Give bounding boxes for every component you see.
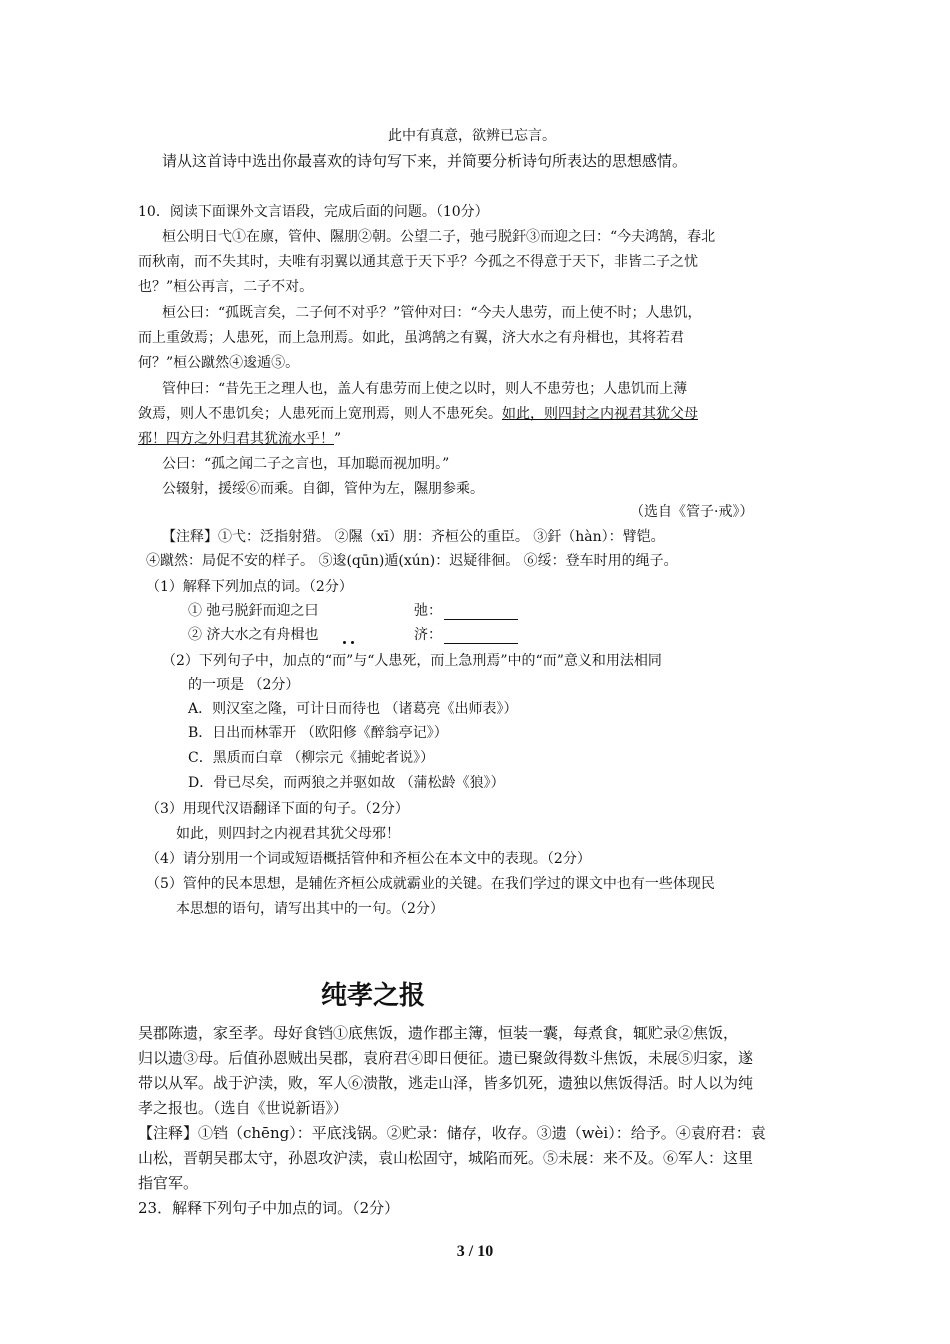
passage-text: 敛焉，则人不患饥矣；人患死而上宽刑焉，则人不患死矣。	[138, 406, 502, 422]
passage-line	[138, 430, 341, 448]
subquestion-1a: ① 弛弓脱釬而迎之曰	[188, 603, 319, 619]
answer-line	[414, 626, 518, 644]
story-line: 带以从军。战于沪渎，败，军人⑥溃散，逃走山泽，皆多饥死，遗独以焦饭得活。时人以为纯	[138, 1074, 754, 1092]
subquestion-1b: ② 济大水之有舟楫也	[188, 627, 319, 643]
annotation-line: ④蹴然：局促不安的样子。 ⑤逡(qūn)遁(xún)：迟疑徘徊。 ⑥绥：登车时用的绳子。	[146, 553, 678, 569]
subquestion-5: 本思想的语句，请写出其中的一句。（2分）	[176, 901, 444, 917]
passage-line: 公曰：“孤之闻二子之言也，耳加聪而视加明。”	[162, 456, 450, 472]
story-line: 归以遗③母。后值孙恩贼出吴郡，袁府君④即日便征。遗已聚敛得数斗焦饭，未展⑤归家，遂	[138, 1049, 754, 1067]
option-c: C．黑质而白章 （柳宗元《捕蛇者说》）	[188, 750, 435, 766]
story-line: 吴郡陈遗，家至孝。母好食铛①底焦饭，遗作郡主簿，恒装一囊，每煮食，辄贮录②焦饭，	[138, 1024, 739, 1042]
story-note: 山松，晋朝吴郡太守，孙恩攻沪渎，袁山松固守，城陷而死。⑤未展：来不及。⑥军人：这里	[138, 1149, 754, 1167]
answer-line	[414, 602, 518, 620]
section-title: 纯孝之报	[321, 981, 426, 1011]
translate-sentence: 如此，则四封之内视君其犹父母邪！	[176, 826, 400, 842]
passage-line: 管仲曰：“昔先王之理人也，盖人有患劳而上使之以时，则人不患劳也；人患饥而上薄	[162, 381, 688, 397]
underlined-sentence: 如此，则四封之内视君其犹父母	[502, 406, 698, 422]
answer-blank[interactable]	[444, 629, 518, 644]
story-line: 孝之报也。（选自《世说新语》）	[138, 1099, 349, 1117]
passage-line: 桓公明日弋①在廪，管仲、隰朋②朝。公望二子，弛弓脱釬③而迎之曰：“今夫鸿鹄，春北	[162, 229, 716, 245]
passage-line: 何？”桓公蹴然④逡遁⑤。	[138, 355, 300, 371]
passage-line: 公辍射，援绥⑥而乘。自御，管仲为左，隰朋参乘。	[162, 481, 484, 497]
subquestion-1: （1）解释下列加点的词。（2分）	[146, 579, 353, 595]
passage-line: 也？”桓公再言，二子不对。	[138, 279, 314, 295]
emphasis-dot	[343, 641, 346, 644]
option-b: B．日出而林霏开 （欧阳修《醉翁亭记》）	[188, 725, 448, 741]
underlined-sentence: 邪！四方之外归君其犹流水乎！	[138, 431, 334, 447]
answer-label: 弛：	[414, 603, 442, 619]
annotation-line: 【注释】①弋：泛指射猎。 ②隰（xī）朋：齐桓公的重臣。 ③釬（hàn）：臂铠。	[162, 529, 665, 545]
subquestion-3: （3）用现代汉语翻译下面的句子。（2分）	[146, 801, 409, 817]
option-d: D．骨已尽矣，而两狼之并驱如故 （蒲松龄《狼》）	[188, 775, 505, 791]
emphasis-dot	[351, 641, 354, 644]
option-a: A．则汉室之隆，可计日而待也 （诸葛亮《出师表》）	[188, 701, 518, 717]
q10-heading: 10．阅读下面课外文言语段，完成后面的问题。（10分）	[138, 204, 489, 220]
subquestion-4: （4）请分别用一个词或短语概括管仲和齐桓公在本文中的表现。（2分）	[146, 851, 591, 867]
poem-line: 此中有真意，欲辨已忘言。	[388, 128, 556, 144]
story-note: 【注释】①铛（chēng）：平底浅锅。②贮录：储存，收存。③遗（wèi）：给予。④袁府君：袁	[138, 1124, 766, 1142]
page-number: 3 / 10	[456, 1243, 494, 1260]
subquestion-2: （2）下列句子中，加点的“而”与“人患死，而上急刑焉”中的“而”意义和用法相同	[162, 653, 662, 669]
passage-line: 而上重敛焉；人患死，而上急刑焉。如此，虽鸿鹄之有翼，济大水之有舟楫也，其将若君	[138, 330, 684, 346]
answer-blank[interactable]	[444, 605, 518, 620]
passage-text: ”	[334, 431, 342, 447]
passage-line	[138, 405, 698, 423]
answer-label: 济：	[414, 627, 442, 643]
passage-source: （选自《管子·戒》）	[630, 504, 754, 520]
story-note: 指官军。	[138, 1174, 199, 1192]
poem-question: 请从这首诗中选出你最喜欢的诗句写下来，并简要分析诗句所表达的思想感情。	[162, 152, 688, 170]
subquestion-5: （5）管仲的民本思想，是辅佐齐桓公成就霸业的关键。在我们学过的课文中也有一些体现民	[146, 876, 715, 892]
passage-line: 桓公曰：“孤既言矣，二子何不对乎？”管仲对曰：“今夫人患劳，而上使不时；人患饥，	[162, 305, 702, 321]
question-23: 23．解释下列句子中加点的词。（2分）	[138, 1199, 400, 1217]
subquestion-2: 的一项是 （2分）	[188, 677, 300, 693]
passage-line: 而秋南，而不失其时，夫唯有羽翼以通其意于天下乎？今孤之不得意于天下，非皆二子之忧	[138, 254, 698, 270]
